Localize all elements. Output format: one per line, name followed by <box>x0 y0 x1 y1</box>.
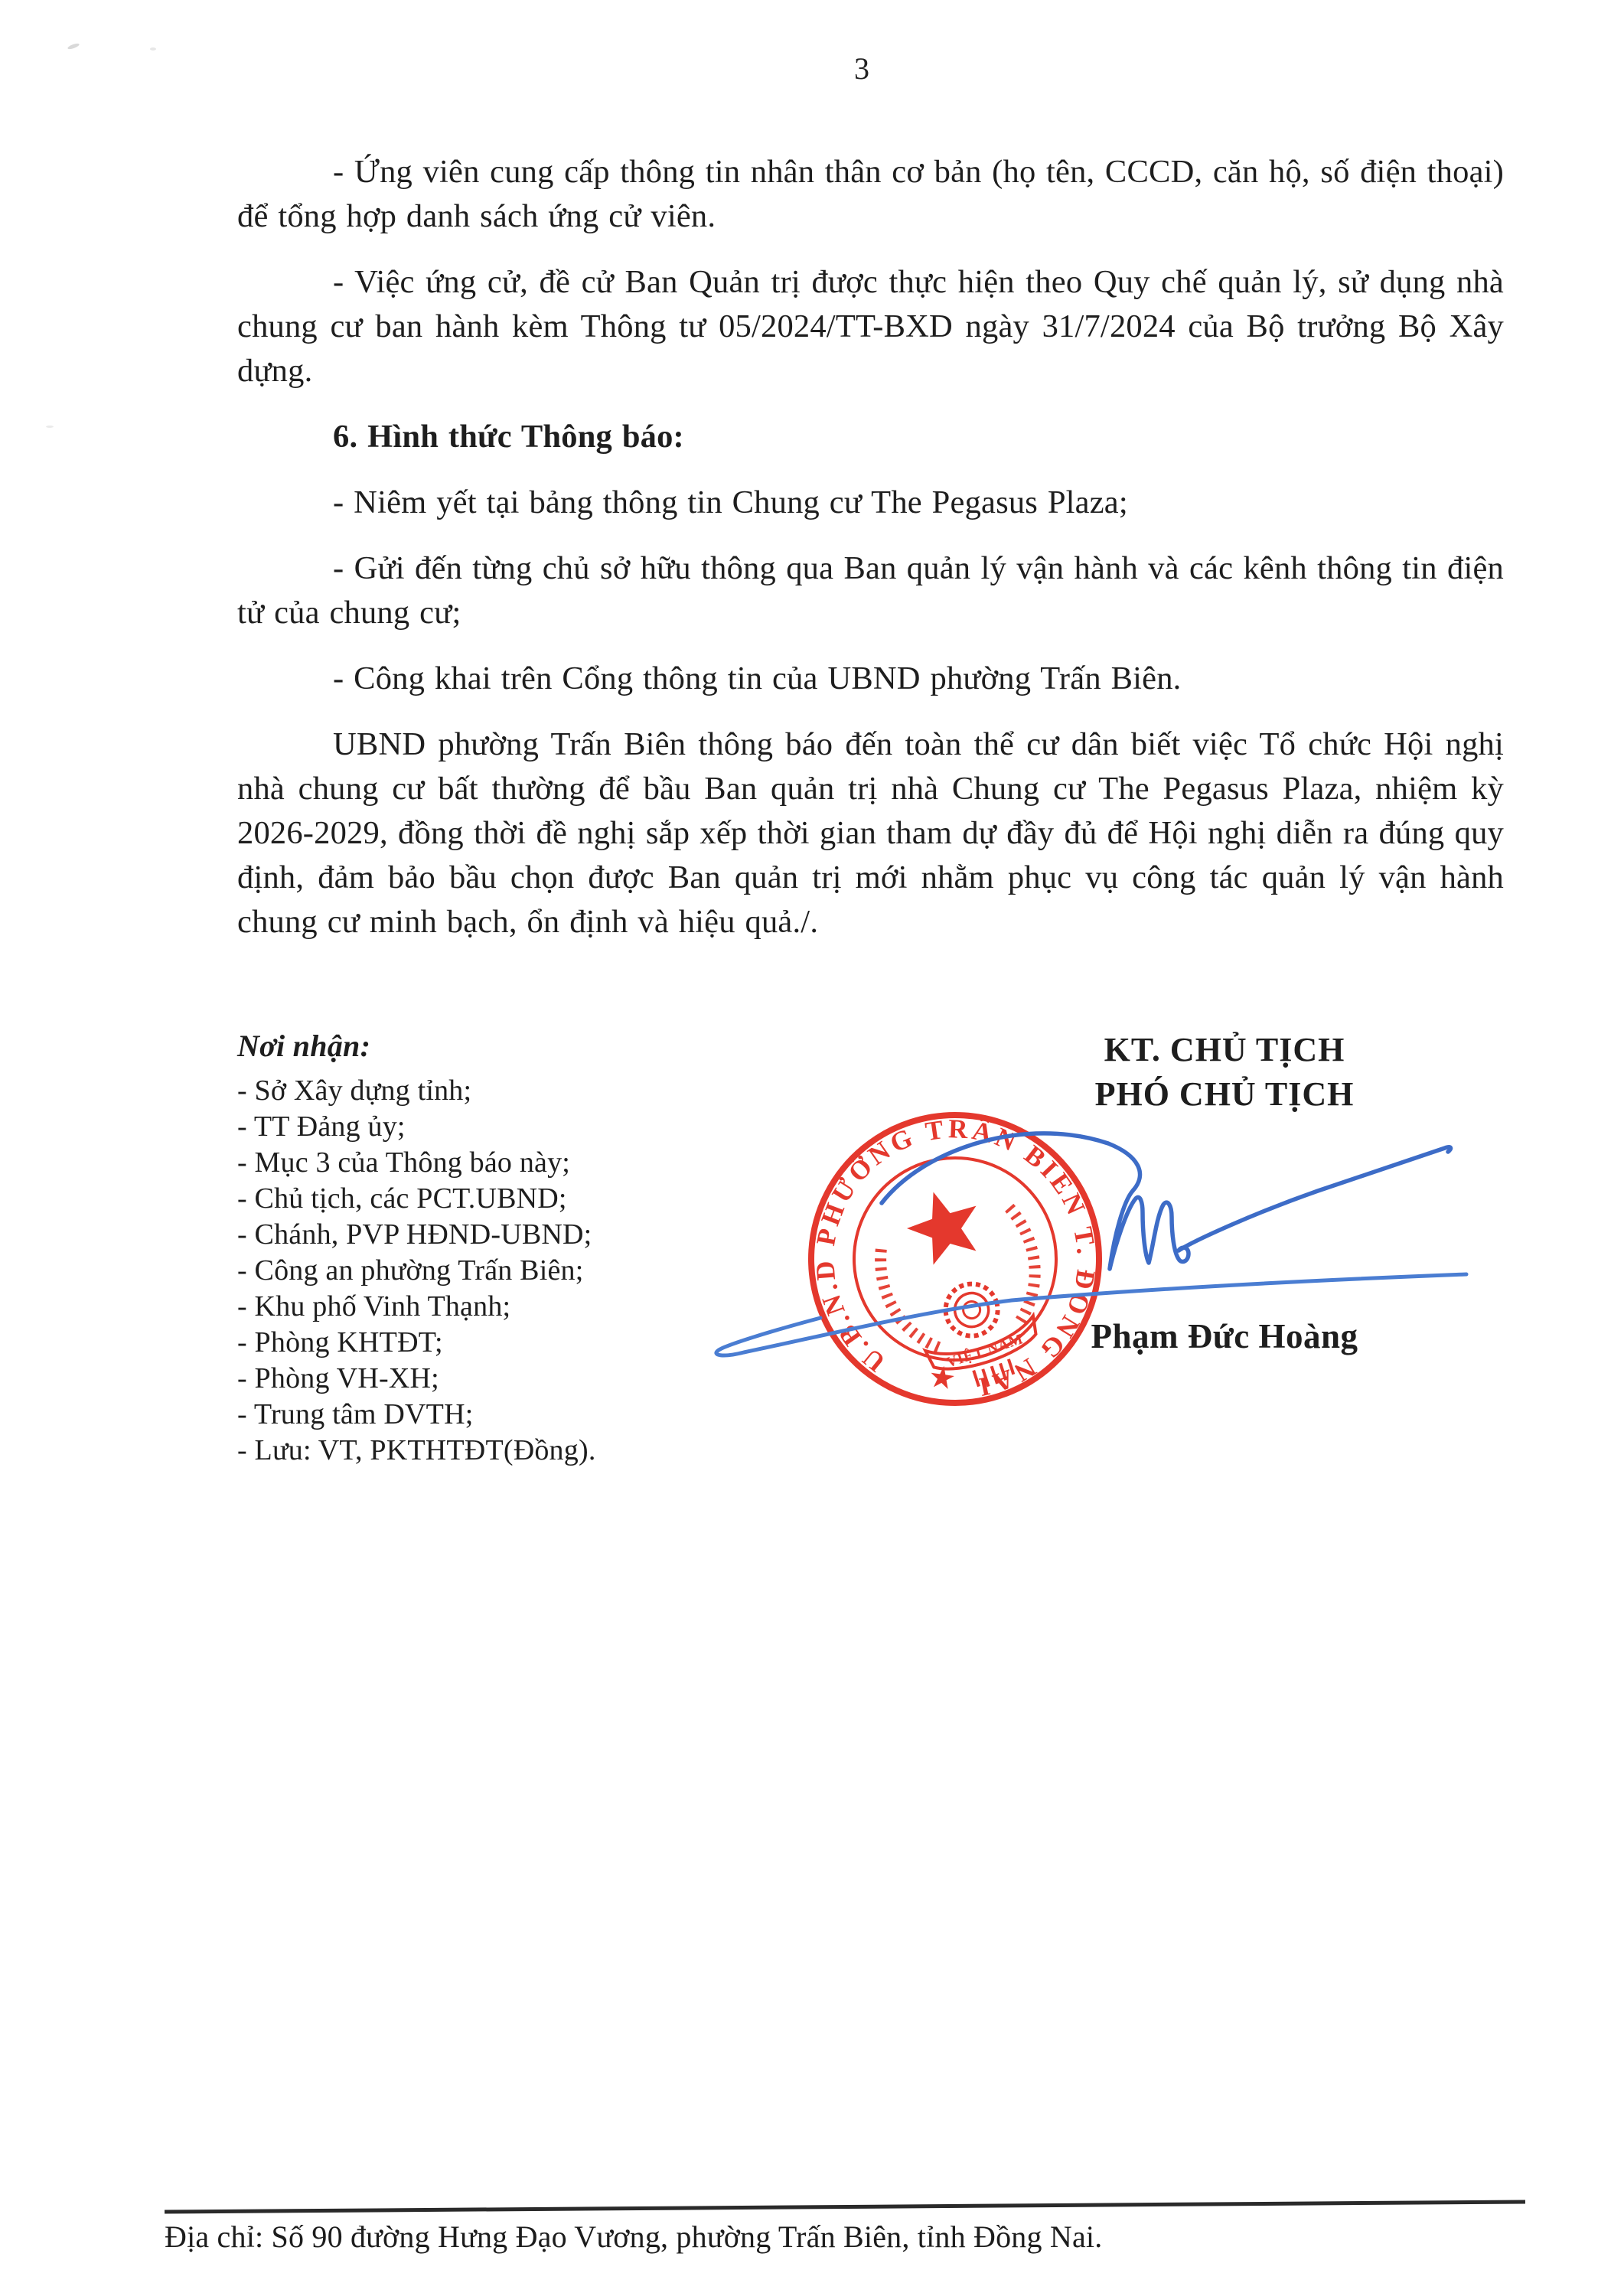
section-heading: 6. Hình thức Thông báo: <box>333 419 684 455</box>
signer-role-line1: KT. CHỦ TỊCH <box>1104 1031 1345 1068</box>
page-number: 3 <box>854 51 869 86</box>
recipients-label: Nơi nhận: <box>237 1029 371 1063</box>
stamp-star-separator: ★ <box>922 1357 963 1401</box>
body-paragraph: UBND phường Trấn Biên thông báo đến toàn thể cư dân biết việc Tổ chức Hội nghị nhà chung cư bất thường để bầu Ban quản trị nhà Chung cư The Pegasus Plaza, nhiệm kỳ 2026-2029, đồng thời đề nghị sắp xếp thời gian tham dự đầy đủ để Hội nghị diễn ra đúng quy định, đảm bảo bầu chọn được Ban quản trị mới nhằm phục vụ công tác quản lý vận hành chung cư minh bạch, ổn định và hiệu quả./. <box>237 726 1504 940</box>
official-stamp <box>756 1060 1154 1458</box>
recipient-item: - Phòng KHTĐT; <box>237 1326 443 1358</box>
body-paragraph: - Ứng viên cung cấp thông tin nhân thân cơ bản (họ tên, CCCD, căn hộ, số điện thoại) để tổng hợp danh sách ứng cử viên. <box>237 154 1504 234</box>
emblem-cog-core <box>961 1300 983 1321</box>
recipient-item: - Chủ tịch, các PCT.UBND; <box>237 1182 567 1215</box>
recipient-item: - Chánh, PVP HĐND-UBND; <box>237 1218 592 1251</box>
recipients-list <box>237 1073 727 1469</box>
signer-name: Phạm Đức Hoàng <box>1091 1317 1358 1355</box>
scan-artifact <box>67 42 80 50</box>
recipient-item: - Trung tâm DVTH; <box>237 1398 474 1430</box>
national-emblem-star-icon <box>898 1181 990 1269</box>
body-paragraph: - Gửi đến từng chủ sở hữu thông qua Ban quản lý vận hành và các kênh thông tin điện tử của chung cư; <box>237 550 1504 631</box>
emblem-banner-text: VIỆT NAM <box>944 1331 1026 1371</box>
scan-artifact <box>150 47 156 51</box>
recipient-item: - Sở Xây dựng tỉnh; <box>237 1075 472 1107</box>
body-paragraph: - Niêm yết tại bảng thông tin Chung cư The Pegasus Plaza; <box>333 484 1128 520</box>
recipient-item: - Mục 3 của Thông báo này; <box>237 1146 571 1179</box>
body-paragraph: - Công khai trên Cổng thông tin của UBND phường Trấn Biên. <box>333 660 1182 696</box>
recipient-item: - Công an phường Trấn Biên; <box>237 1254 584 1287</box>
stamp-ring-text: U.B.N.D PHƯỜNG TRẤN BIÊN T. ĐỒNG NAI <box>809 1114 1101 1404</box>
recipient-item: - Lưu: VT, PKTHTĐT(Đồng). <box>237 1434 596 1466</box>
recipient-item: - Khu phố Vinh Thạnh; <box>237 1290 511 1322</box>
emblem-cog-icon <box>939 1277 1005 1343</box>
scan-artifact <box>46 426 54 428</box>
document-body <box>237 150 1504 966</box>
footer-divider <box>165 2200 1525 2213</box>
recipients-block <box>237 1028 727 1469</box>
recipient-item: - Phòng VH-XH; <box>237 1362 439 1394</box>
footer-address: Địa chỉ: Số 90 đường Hưng Đạo Vương, phường Trấn Biên, tỉnh Đồng Nai. <box>165 2219 1103 2254</box>
signer-role-line2: PHÓ CHỦ TỊCH <box>1094 1075 1355 1113</box>
emblem-cog-inner <box>951 1289 993 1331</box>
recipient-item: - TT Đảng ủy; <box>237 1110 406 1143</box>
body-paragraph: - Việc ứng cử, đề cử Ban Quản trị được thực hiện theo Quy chế quản lý, sử dụng nhà chung cư ban hành kèm Thông tư 05/2024/TT-BXD ngày 31/7/2024 của Bộ trưởng Bộ Xây dựng. <box>237 264 1504 389</box>
